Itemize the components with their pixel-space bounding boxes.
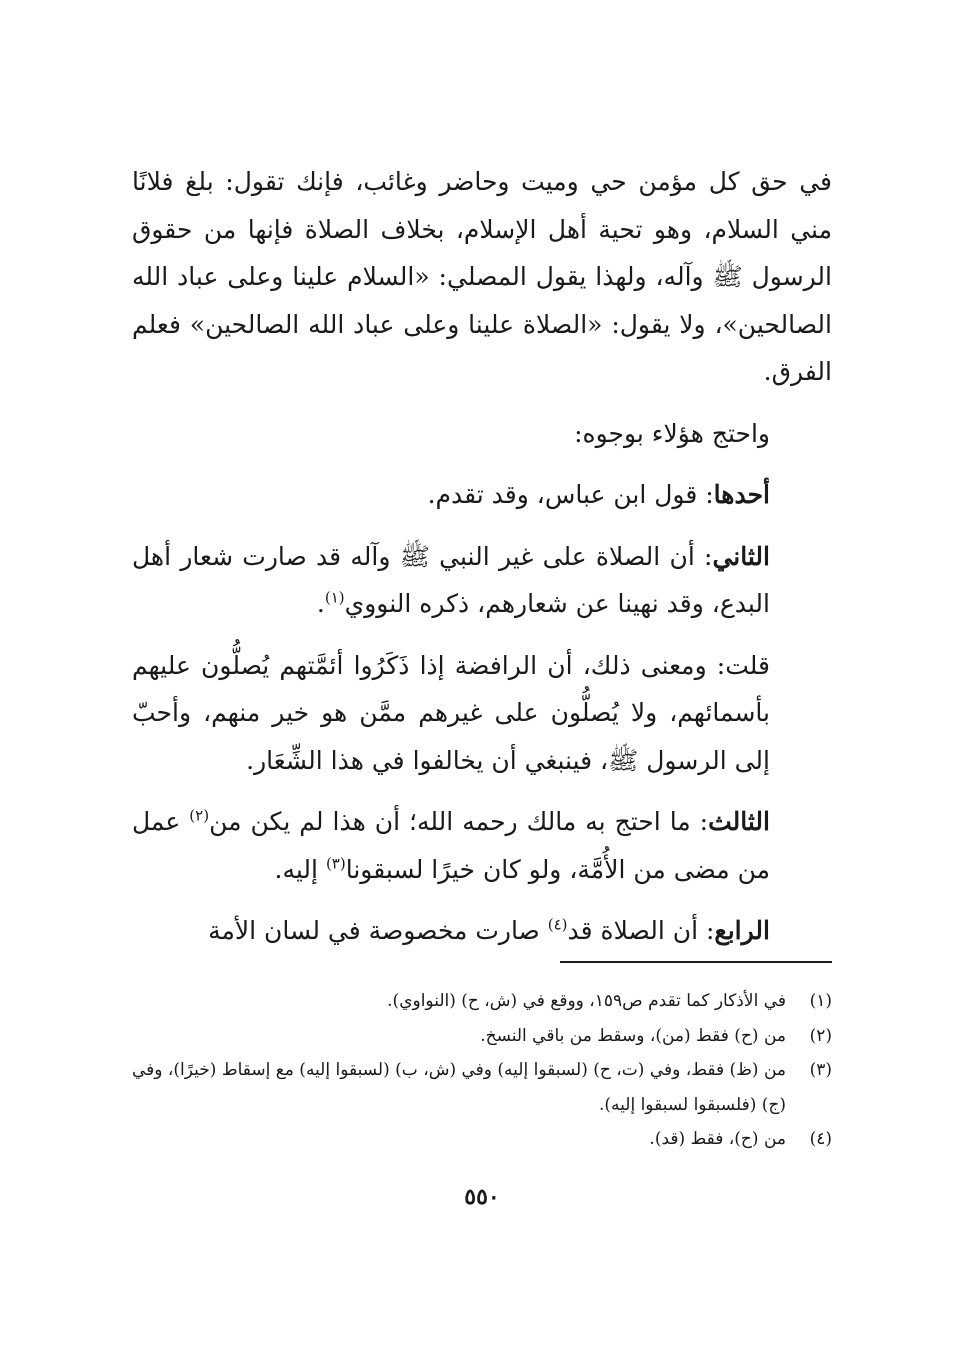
footnote-3	[132, 1053, 832, 1122]
paragraph-3	[132, 471, 832, 519]
footnote-ref-2: (٢)	[189, 806, 210, 825]
paragraph-7-text-b: صارت مخصوصة في لسان الأمة	[208, 916, 548, 945]
paragraph-6-text-c: إليه.	[274, 854, 326, 884]
footnote-4	[132, 1122, 832, 1157]
paragraph-4-end: .	[316, 589, 325, 618]
paragraph-3-heading: أحدها	[713, 480, 770, 509]
footnote-2	[132, 1019, 832, 1054]
footnote-divider	[560, 961, 832, 963]
footnote-1	[132, 984, 832, 1019]
paragraph-5: قلت: ومعنى ذلك، أن الرافضة إذا ذَكَرُوا أئمَّتهم يُصلُّون عليهم بأسمائهم، ولا يُصلُّون على غيرهم ممَّن هو خير منهم، وأحبّ إلى الرسول ﷺ، فينبغي أن يخالفوا في هذا الشِّعَار.	[132, 650, 770, 775]
paragraph-7	[132, 907, 832, 955]
footnote-text: من (ح) فقط (من)، وسقط من باقي النسخ.	[480, 1025, 786, 1046]
footnote-number: (٤)	[809, 1129, 832, 1149]
footnote-text: في الأذكار كما تقدم ص١٥٩، ووقع في (ش، ح) (النواوي).	[387, 991, 786, 1011]
footnote-number: (٢)	[809, 1025, 832, 1046]
paragraph-7-text-a: : أن الصلاة قد	[567, 916, 715, 945]
footnote-number: (٣)	[809, 1060, 832, 1080]
paragraph-6-text-a: : ما احتج به مالك رحمه الله؛ أن هذا لم يكن من	[209, 807, 709, 836]
paragraph-2: واحتج هؤلاء بوجوه:	[574, 418, 770, 448]
main-text	[132, 158, 832, 969]
paragraph-1: في حق كل مؤمن حي وميت وحاضر وغائب، فإنك تقول: بلغ فلانًا مني السلام، وهو تحية أهل الإسلام، بخلاف الصلاة فإنها من حقوق الرسول ﷺ وآله، ولهذا يقول المصلي: «السلام علينا وعلى عباد الله الصالحين»، ولا يقول: «الصلاة علينا وعلى عباد الله الصالحين» فعلم الفرق.	[132, 167, 832, 386]
footnote-ref-1: (١)	[324, 588, 345, 607]
paragraph-6-heading: الثالث	[708, 807, 770, 836]
footnote-number: (١)	[809, 991, 832, 1011]
footnote-ref-4: (٤)	[547, 915, 568, 934]
paragraph-4-heading: الثاني	[712, 541, 770, 571]
footnotes	[132, 984, 832, 1157]
paragraph-6-text-b: عمل من مضى من الأُمَّة، ولو كان خيرًا لسبقونا	[132, 807, 770, 884]
paragraph-4-text: : أن الصلاة على غير النبي ﷺ وآله قد صارت شعار أهل البدع، وقد نهينا عن شعارهم، ذكره النووي	[132, 541, 770, 618]
paragraph-4	[132, 533, 832, 628]
footnote-text: من (ح)، فقط (قد).	[649, 1129, 786, 1149]
page-number: ٥٥٠	[464, 1184, 500, 1210]
footnote-text: من (ظ) فقط، وفي (ت، ح) (لسبقوا إليه) وفي (ش، ب) (لسبقوا إليه) مع إسقاط (خيرًا)، وفي (ج) (فلسبقوا لسبقوا إليه).	[132, 1060, 786, 1115]
paragraph-7-heading: الرابع	[714, 916, 770, 945]
footnote-ref-3: (٣)	[325, 854, 346, 873]
paragraph-6	[132, 798, 832, 893]
paragraph-3-text: : قول ابن عباس، وقد تقدم.	[427, 480, 714, 509]
